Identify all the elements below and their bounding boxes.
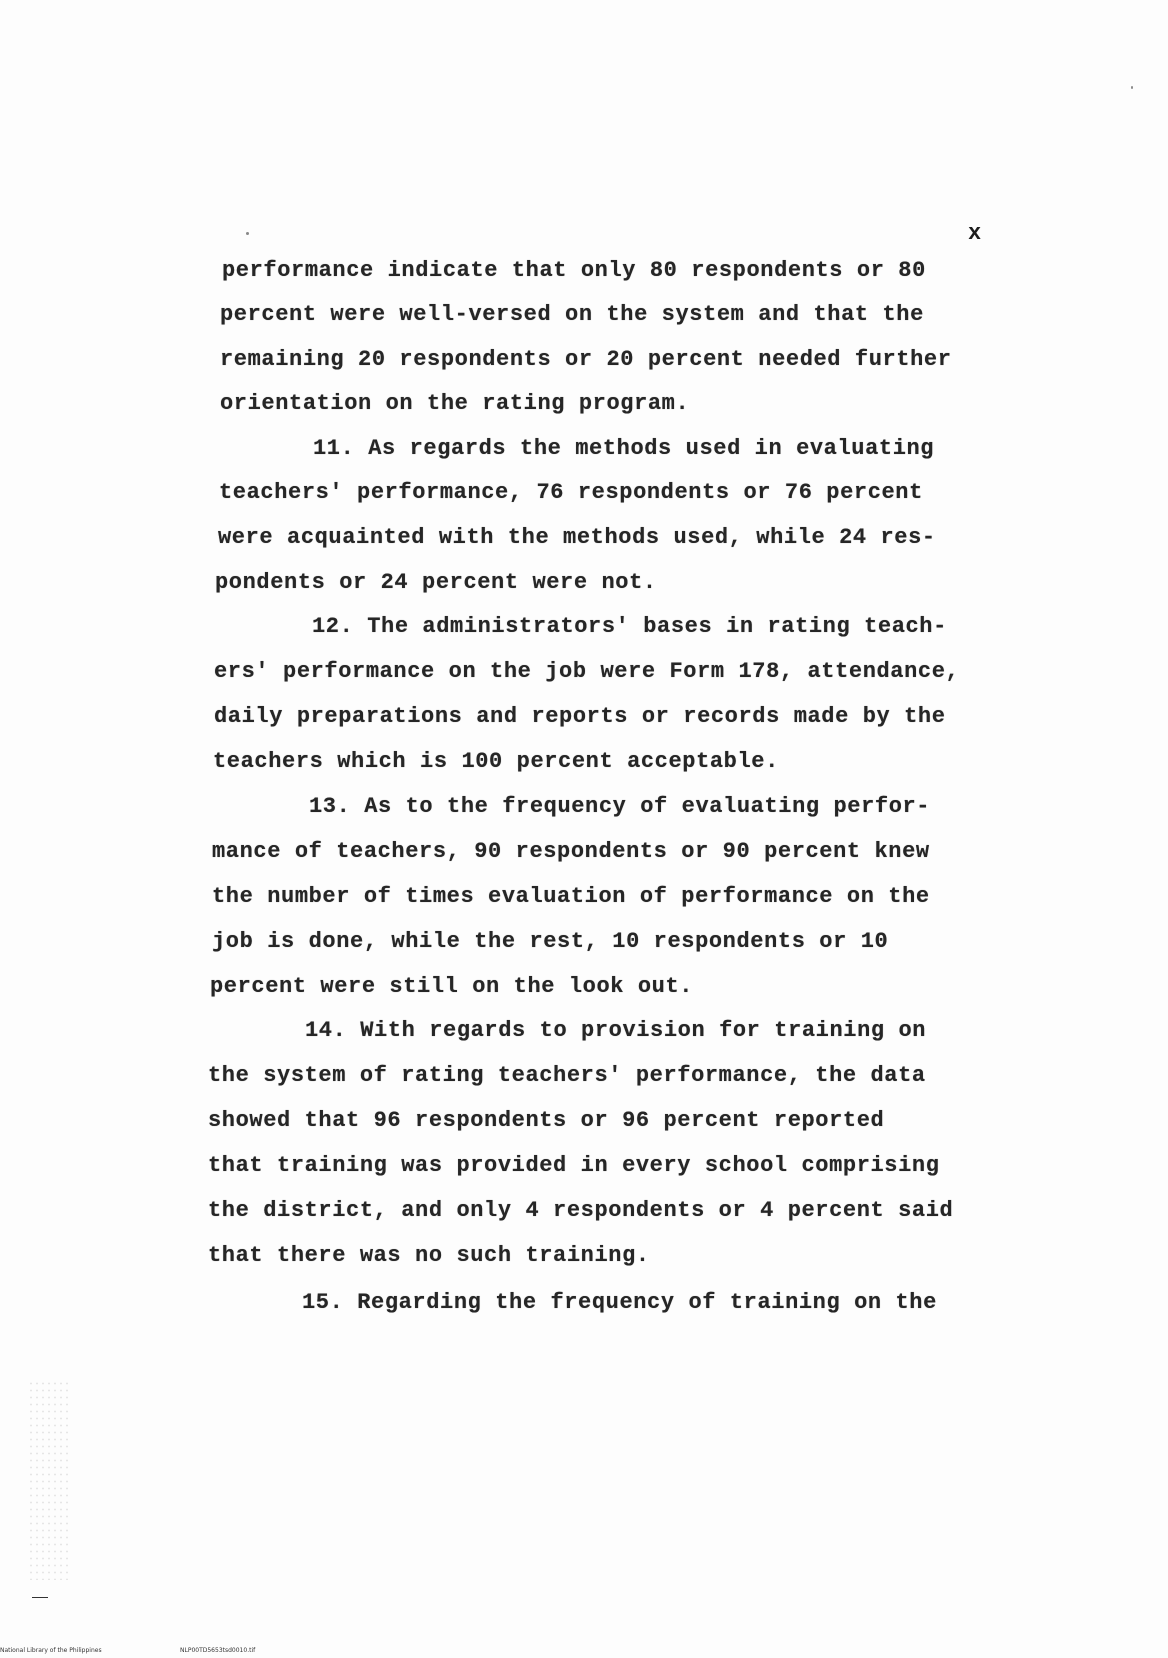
scan-speck	[1131, 86, 1133, 89]
scan-footer	[0, 1647, 256, 1654]
text-line: remaining 20 respondents or 20 percent needed further	[220, 347, 952, 372]
text-line: percent were still on the look out.	[210, 974, 694, 999]
paragraph-12-first-line: 12. The administrators' bases in rating teach-	[312, 614, 947, 639]
text-line: pondents or 24 percent were not.	[215, 570, 657, 595]
paragraph-11-first-line: 11. As regards the methods used in evaluating	[313, 436, 935, 461]
text-line: the system of rating teachers' performance, the data	[208, 1063, 926, 1088]
text-line: job is done, while the rest, 10 respondents or 10	[212, 929, 889, 954]
text-line: teachers' performance, 76 respondents or 76 percent	[219, 480, 923, 505]
text-line: orientation on the rating program.	[220, 391, 690, 416]
text-line: mance of teachers, 90 respondents or 90 percent knew	[212, 839, 930, 864]
text-line: were acquainted with the methods used, while 24 res-	[218, 525, 936, 550]
footer-file: NLP00TD5653tsd0010.tif	[180, 1647, 256, 1654]
text-line: teachers which is 100 percent acceptable.	[213, 749, 779, 774]
text-line: ers' performance on the job were Form 178, attendance,	[214, 659, 960, 684]
scan-noise	[28, 1380, 68, 1580]
scan-speck	[246, 232, 249, 235]
text-line: that training was provided in every school comprising	[208, 1153, 940, 1178]
page-number: x	[968, 221, 983, 246]
text-line: performance indicate that only 80 respondents or 80	[222, 258, 926, 283]
text-line: daily preparations and reports or records made by the	[214, 704, 946, 729]
paragraph-13-first-line: 13. As to the frequency of evaluating perfor-	[309, 794, 931, 819]
paragraph-15-first-line: 15. Regarding the frequency of training on the	[302, 1290, 937, 1315]
text-line: that there was no such training.	[208, 1243, 650, 1268]
text-line: showed that 96 respondents or 96 percent reported	[208, 1108, 885, 1133]
text-line: the number of times evaluation of performance on the	[212, 884, 930, 909]
text-line: the district, and only 4 respondents or 4 percent said	[208, 1198, 954, 1223]
margin-mark	[32, 1597, 48, 1598]
paragraph-14-first-line: 14. With regards to provision for training on	[305, 1018, 927, 1043]
footer-library: National Library of the Philippines	[0, 1647, 102, 1654]
text-line: percent were well-versed on the system and that the	[220, 302, 924, 327]
